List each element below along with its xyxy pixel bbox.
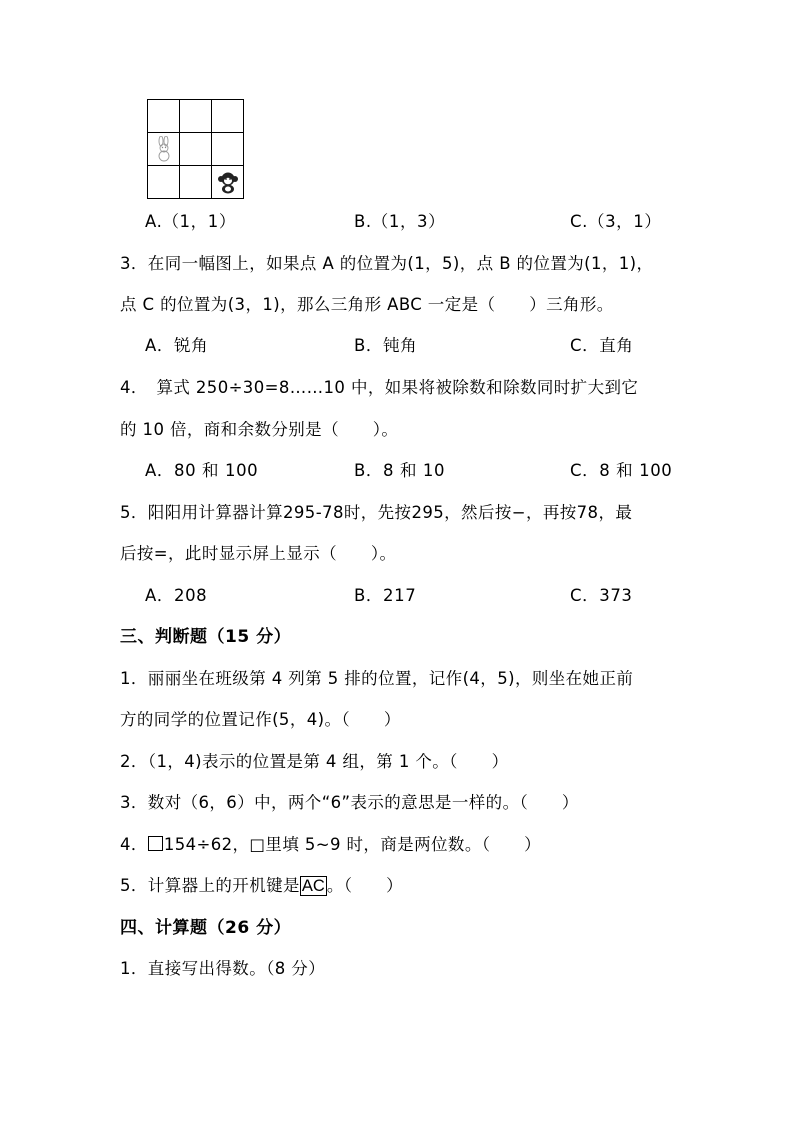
blank-box-icon [148, 836, 163, 851]
q4-line-1: 4． 算式 250÷30=8……10 中，如果将被除数和除数同时扩大到它 [120, 378, 639, 397]
section-3-title: 三、判断题（15 分） [120, 627, 292, 647]
monkey-icon [216, 170, 240, 194]
q3-options [145, 334, 705, 358]
grid-cell [148, 133, 180, 166]
s3-item-1-line-2: 方的同学的位置记作(5，4)。（ ） [120, 710, 401, 729]
ac-key: AC [301, 877, 325, 895]
grid-cell [212, 100, 244, 133]
q4-option-a: A．80 和 100 [145, 461, 259, 480]
q4-options [145, 459, 705, 483]
q4-option-c: C．8 和 100 [570, 461, 673, 480]
s3-item-4-text: 154÷62，□里填 5~9 时，商是两位数。（ ） [163, 835, 542, 854]
grid-cell [148, 100, 180, 133]
q2-options [145, 210, 705, 234]
q5-line-2: 后按=，此时显示屏上显示（ ）。 [120, 544, 397, 563]
position-grid-figure [147, 99, 244, 199]
grid-cell [180, 133, 212, 166]
s3-item-5-prefix: 5．计算器上的开机键是 [120, 876, 300, 895]
s3-item-3: 3．数对（6，6）中，两个“6”表示的意思是一样的。（ ） [120, 793, 579, 812]
s3-item-1-line-1: 1．丽丽坐在班级第 4 列第 5 排的位置，记作(4，5)，则坐在她正前 [120, 669, 634, 688]
q4-line-2: 的 10 倍，商和余数分别是（ ）。 [120, 420, 399, 439]
grid-cell [180, 166, 212, 199]
s3-item-2: 2．（1，4)表示的位置是第 4 组，第 1 个。（ ） [120, 752, 509, 771]
q5-line-1: 5．阳阳用计算器计算295-78时，先按295，然后按−，再按78，最 [120, 503, 633, 522]
q5-option-b: B．217 [354, 586, 417, 605]
grid-cell [212, 166, 244, 199]
q3-option-b: B．钝角 [354, 336, 418, 355]
grid-cell [212, 133, 244, 166]
q5-option-c: C．373 [570, 586, 633, 605]
q2-option-b: B.（1，3） [354, 212, 446, 231]
rabbit-icon [153, 136, 175, 162]
q2-option-a: A.（1，1） [145, 212, 236, 231]
s4-question-1: 1．直接写出得数。（8 分） [120, 959, 326, 978]
q3-option-a: A．锐角 [145, 336, 209, 355]
q5-options [145, 584, 705, 608]
s3-item-4 [120, 833, 541, 857]
q4-option-b: B．8 和 10 [354, 461, 446, 480]
q2-option-c: C.（3，1） [570, 212, 662, 231]
q3-option-c: C．直角 [570, 336, 634, 355]
s3-item-5 [120, 874, 403, 898]
section-4-title: 四、计算题（26 分） [120, 918, 292, 938]
q3-line-2: 点 C 的位置为(3，1)，那么三角形 ABC 一定是（ ）三角形。 [120, 295, 614, 314]
s3-item-5-suffix: 。（ ） [326, 876, 404, 895]
q5-option-a: A．208 [145, 586, 208, 605]
q3-line-1: 3．在同一幅图上，如果点 A 的位置为(1，5)，点 B 的位置为(1，1)， [120, 254, 654, 273]
grid-cell [148, 166, 180, 199]
grid-cell [180, 100, 212, 133]
s3-item-4-prefix: 4． [120, 835, 148, 854]
